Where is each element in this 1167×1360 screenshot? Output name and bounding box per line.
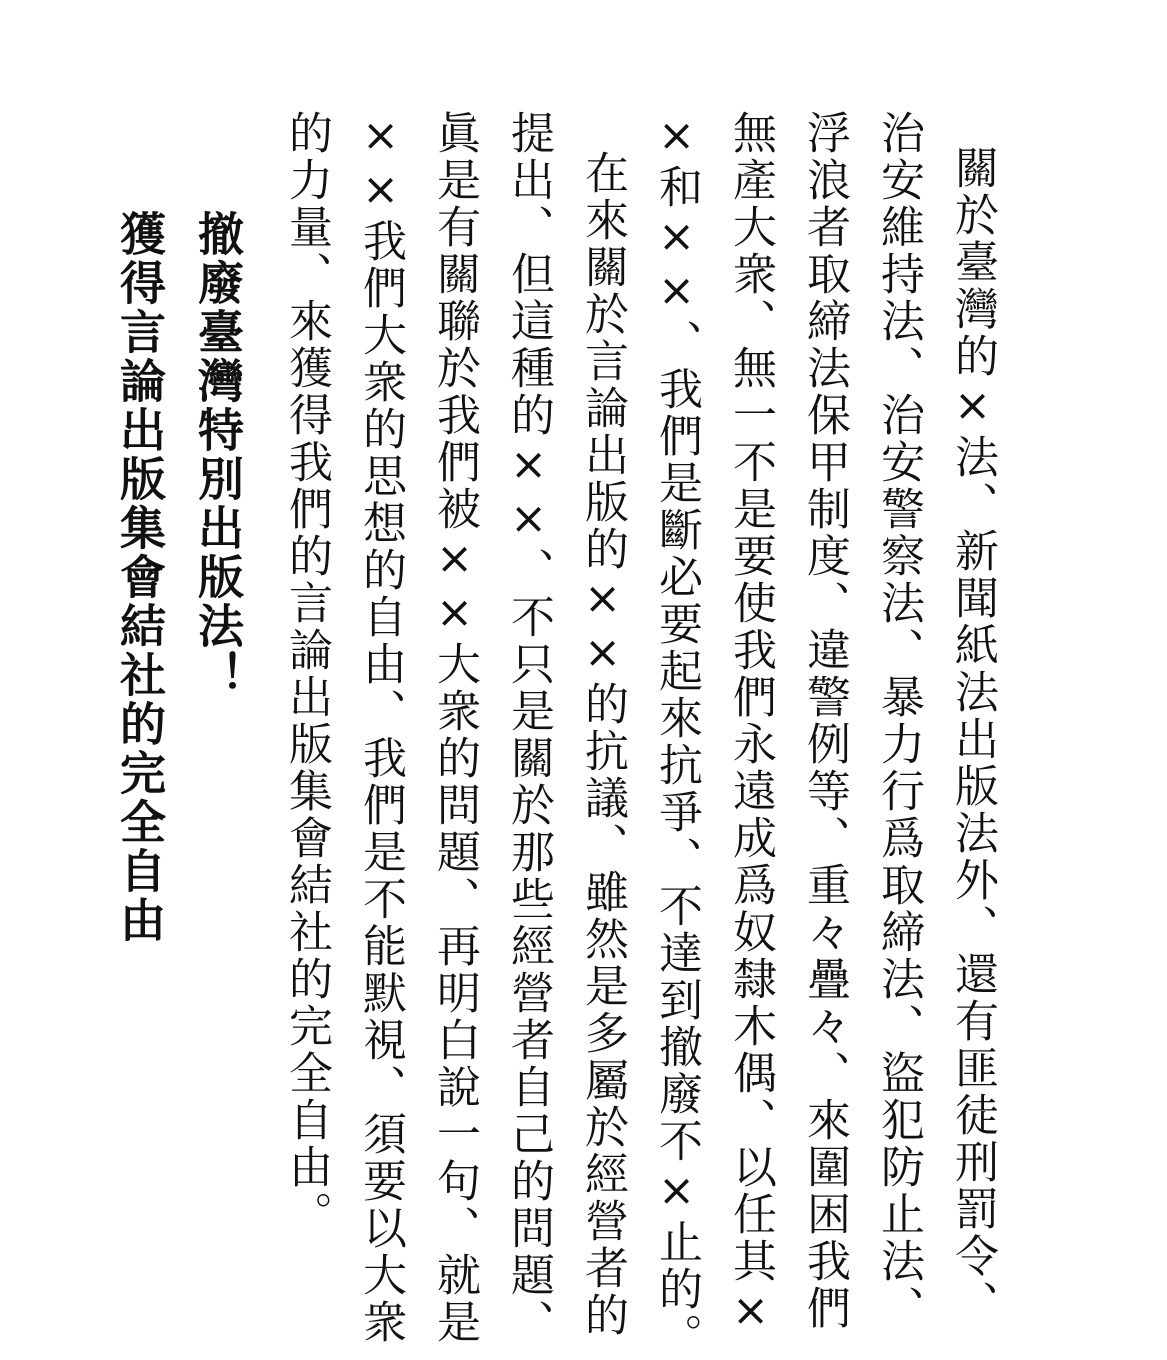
text-column-5: ×和××、我們是斷必要起來抗爭、不達到撤廢不×止的。 — [651, 110, 702, 1360]
slogan-abolish-publication-law: 撤廢臺灣特別出版法！ — [191, 210, 245, 700]
text-column-7: 提出、但這種的××、不只是關於那些經營者自己的問題、 — [503, 110, 554, 1346]
text-column-9: ××我們大衆的思想的自由、我們是不能默視、須要以大衆 — [355, 110, 406, 1346]
text-column-1: 關於臺灣的×法、新聞紙法出版法外、還有匪徒刑罰令、 — [947, 145, 998, 1327]
text-column-8: 眞是有關聯於我們被××大衆的問題、再明白說一句、就是 — [429, 110, 480, 1346]
slogan-freedom-of-speech: 獲得言論出版集會結社的完全自由 — [113, 210, 167, 945]
text-column-4: 無產大衆、無一不是要使我們永遠成爲奴隸木偶、以任其× — [725, 110, 776, 1339]
text-column-6: 在來關於言論出版的××的抗議、雖然是多屬於經營者的 — [577, 150, 628, 1339]
text-column-3: 浮浪者取締法保甲制度、違警例等、重々疊々、來圍困我們 — [799, 110, 850, 1332]
text-column-2: 治安維持法、治安警察法、暴力行爲取締法、盜犯防止法、 — [873, 110, 924, 1332]
text-column-10: 的力量、來獲得我們的言論出版集會結社的完全自由。 — [281, 110, 332, 1238]
